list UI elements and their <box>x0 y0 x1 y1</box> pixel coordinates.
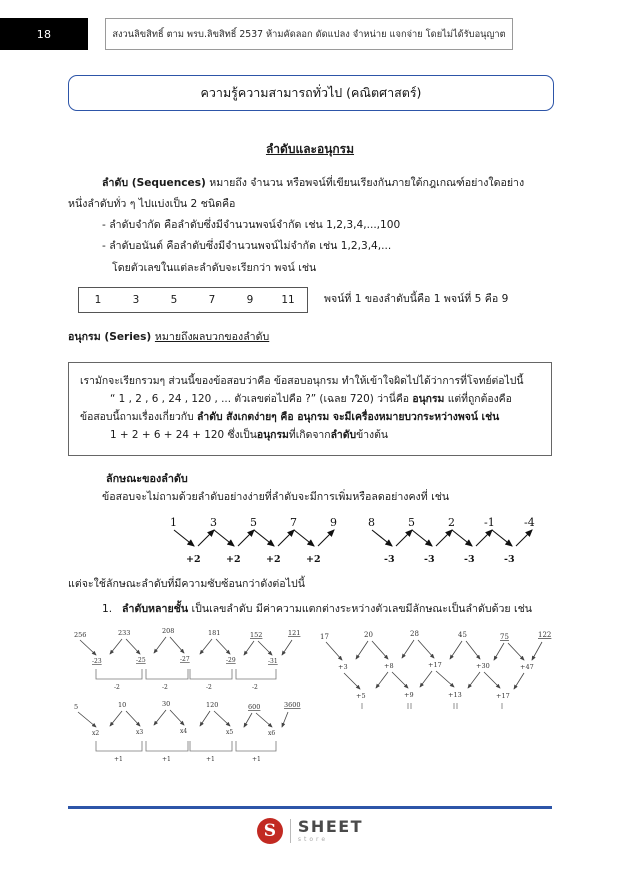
sequences-definition: หมายถึง จำนวน หรือพจน์ที่เขียนเรียงกันภายใต้กฎเกณฑ์อย่างใดอย่าง <box>205 177 525 189</box>
ml-l1-diff-2: -27 <box>180 655 190 663</box>
footer-logo <box>0 818 620 844</box>
zig-b-term-1: 5 <box>408 516 415 530</box>
ml-l2-term-5: 3600 <box>284 700 301 709</box>
subject-title-text: ความรู้ความสามารถทั่วไป (คณิตศาสตร์) <box>200 85 422 100</box>
page-number-block <box>0 18 88 50</box>
ml-r-second-3: +17 <box>496 691 510 700</box>
frame-line4-part-a: 1 + 2 + 6 + 24 + 120 ซึ่งเป็น <box>110 429 257 442</box>
zig-b-term-4: -4 <box>524 516 535 530</box>
ml-r-second-2: +13 <box>448 690 462 699</box>
copyright-box <box>105 18 513 50</box>
footer-divider <box>68 806 552 809</box>
ml-r-second-1: +9 <box>404 690 414 699</box>
zigzag-decreasing-diagram <box>366 514 556 574</box>
sequence-note: พจน์ที่ 1 ของลำดับนี้คือ 1 พจน์ที่ 5 คือ 9 <box>324 292 509 305</box>
zig-b-term-0: 8 <box>368 516 375 530</box>
sequence-value: 9 <box>246 293 254 306</box>
logo-sub-text: store <box>297 836 329 843</box>
sequence-value: 1 <box>94 293 102 306</box>
ml-l1-second-0: -2 <box>114 683 120 691</box>
ml-r-term-0: 17 <box>320 632 329 641</box>
zig-a-diff-2: +2 <box>266 554 281 566</box>
sequence-example-row <box>68 287 552 321</box>
zig-a-diff-1: +2 <box>226 554 241 566</box>
frame-line4-part-c: ที่เกิดจาก <box>288 429 331 442</box>
frame-line4-bold-series: อนุกรม <box>256 429 289 442</box>
ml-l1-term-2: 208 <box>162 626 175 635</box>
zig-a-diff-0: +2 <box>186 554 201 566</box>
multilevel-left-diagram <box>70 627 310 781</box>
ml-l2-diff-4: x6 <box>268 729 276 737</box>
ml-l1-term-3: 181 <box>208 628 221 637</box>
zig-a-term-3: 7 <box>290 516 297 530</box>
simple-sequence-diagrams <box>68 514 552 576</box>
frame-line-2 <box>80 390 540 408</box>
sequence-value: 11 <box>281 293 295 306</box>
sheet-logo-icon <box>257 818 283 844</box>
ml-l1-term-5: 121 <box>288 628 301 637</box>
ml-l1-term-4: 152 <box>250 630 263 639</box>
frame-line4-bold-sequence: ลำดับ <box>330 429 357 442</box>
zig-b-diff-3: -3 <box>504 554 515 566</box>
ml-r-term-1: 20 <box>364 630 373 639</box>
ml-l2-term-1: 10 <box>118 700 127 709</box>
list-item-rest: เป็นเลขลำดับ มีค่าความแตกต่างระหว่างตัวเลขมีลักษณะเป็นลำดับด้วย เช่น <box>188 602 533 615</box>
sequence-value: 5 <box>170 293 178 306</box>
sequences-term: ลำดับ (Sequences) <box>102 177 206 189</box>
ml-l2-second-1: +1 <box>162 755 171 763</box>
sequence-value: 7 <box>208 293 216 306</box>
copyright-text: สงวนลิขสิทธิ์ ตาม พรบ.ลิขสิทธิ์ 2537 ห้ามคัดลอก ดัดแปลง จำหน่าย แจกจ่าย โดยไม่ได้รับอนุญาต <box>112 28 506 40</box>
logo-divider <box>290 819 291 843</box>
zig-a-term-2: 5 <box>250 516 257 530</box>
ml-l1-second-2: -2 <box>206 683 212 691</box>
paragraph-sequences-line2: หนึ่งลำดับทั่ว ๆ ไปแบ่งเป็น 2 ชนิดคือ <box>68 198 236 211</box>
zigzag-increasing-diagram <box>168 514 358 574</box>
bullet-infinite-sequence: - ลำดับอนันต์ คือลำดับซึ่งมีจำนวนพจน์ไม่จำกัด เช่น 1,2,3,4,... <box>102 240 392 253</box>
zig-a-diff-3: +2 <box>306 554 321 566</box>
framed-explanation-box <box>68 362 552 456</box>
ml-r-diff-4: +47 <box>520 662 534 671</box>
zig-a-term-1: 3 <box>210 516 217 530</box>
frame-line2-bold: อนุกรม <box>412 393 445 406</box>
frame-line3-bold: ลำดับ สังเกตง่ายๆ คือ อนุกรม จะมีเครื่องหมายบวกระหว่างพจน์ เช่น <box>197 411 500 424</box>
list-item-bold: ลำดับหลายชั้น <box>122 602 189 615</box>
ml-r-second-0: +5 <box>356 691 366 700</box>
ml-l1-term-0: 256 <box>74 630 87 639</box>
ml-l2-term-0: 5 <box>74 702 79 711</box>
section-title: ลำดับและอนุกรม <box>265 142 355 156</box>
page-header <box>0 18 620 50</box>
frame-line2-part-c: แต่ที่ถูกต้องคือ <box>444 393 512 406</box>
frame-line-3 <box>80 408 540 426</box>
characteristics-heading: ลักษณะของลำดับ <box>106 472 188 486</box>
ml-r-term-3: 45 <box>458 630 467 639</box>
ml-l1-diff-0: -23 <box>92 657 102 665</box>
series-term: อนุกรม (Series) <box>68 330 155 343</box>
bullet-finite-sequence: - ลำดับจำกัด คือลำดับซึ่งมีจำนวนพจน์จำกัด เช่น 1,2,3,4,...,100 <box>102 219 401 232</box>
ml-r-term-2: 28 <box>410 629 419 638</box>
frame-line-4 <box>80 426 540 444</box>
document-content <box>68 140 552 777</box>
frame-line3-part-a: ข้อสอบนี้ถามเรื่องเกี่ยวกับ <box>80 411 198 424</box>
ml-r-term-4: 75 <box>500 632 509 641</box>
ml-l2-diff-2: x4 <box>180 727 188 735</box>
ml-r-diff-1: +8 <box>384 661 394 670</box>
zig-a-term-4: 9 <box>330 516 337 530</box>
list-item-index: 1. <box>102 602 113 615</box>
ml-r-diff-2: +17 <box>428 660 442 669</box>
frame-line2-part-a: “ 1 , 2 , 6 , 24 , 120 , ... ตัวเลขต่อไปคือ ?” (เฉลย 720) ว่านี่คือ <box>110 393 413 406</box>
logo-main-text: SHEET <box>297 817 364 836</box>
zig-b-diff-1: -3 <box>424 554 435 566</box>
ml-r-diff-3: +30 <box>476 661 490 670</box>
sequence-value: 3 <box>132 293 140 306</box>
ml-r-diff-0: +3 <box>338 662 348 671</box>
ml-l2-term-2: 30 <box>162 699 171 708</box>
series-definition: หมายถึงผลบวกของลำดับ <box>154 330 270 343</box>
ml-l2-second-2: +1 <box>206 755 215 763</box>
ml-r-term-5: 122 <box>538 630 552 639</box>
ml-l1-second-3: -2 <box>252 683 258 691</box>
paragraph-series <box>68 329 552 346</box>
sequence-values-box <box>78 287 308 313</box>
subject-title-box <box>68 75 554 111</box>
logo-letter: S <box>263 821 277 841</box>
paragraph-sequences <box>68 175 552 192</box>
zig-b-term-2: 2 <box>448 516 455 530</box>
characteristics-description: ข้อสอบจะไม่ถามด้วยลำดับอย่างง่ายที่ลำดับจะมีการเพิ่มหรือลดอย่างคงที่ เช่น <box>102 491 450 504</box>
bullet-term-note: โดยตัวเลขในแต่ละลำดับจะเรียกว่า พจน์ เช่น <box>112 261 317 274</box>
zig-b-term-3: -1 <box>484 516 495 530</box>
multilevel-right-diagram <box>316 627 556 781</box>
ml-l2-diff-0: x2 <box>92 729 100 737</box>
list-item-multilevel-sequence <box>68 600 552 617</box>
zig-a-term-0: 1 <box>170 516 177 530</box>
logo-text-block <box>298 819 363 843</box>
ml-l1-second-1: -2 <box>162 683 168 691</box>
ml-l2-diff-1: x3 <box>136 728 144 736</box>
ml-l2-diff-3: x5 <box>226 728 234 736</box>
zig-b-diff-2: -3 <box>464 554 475 566</box>
paragraph-after-zigzag: แต่จะใช้ลักษณะลำดับที่มีความซับซ้อนกว่าดังต่อไปนี้ <box>68 578 305 591</box>
frame-line4-part-e: ข้างต้น <box>356 429 388 442</box>
ml-l1-diff-4: -31 <box>268 657 278 665</box>
zig-b-diff-0: -3 <box>384 554 395 566</box>
ml-l2-term-4: 600 <box>248 702 261 711</box>
ml-l2-term-3: 120 <box>206 700 219 709</box>
frame-line-1: เรามักจะเรียกรวมๆ ส่วนนี้ของข้อสอบว่าคือ ข้อสอบอนุกรม ทำให้เข้าใจผิดไปได้ว่าการที่โจทย์ต่อไปนี้ <box>80 374 524 387</box>
ml-l2-second-0: +1 <box>114 755 123 763</box>
ml-l1-term-1: 233 <box>118 628 131 637</box>
ml-l1-diff-3: -29 <box>226 656 236 664</box>
multilevel-sequence-diagrams <box>68 627 552 777</box>
page-number: 18 <box>36 27 52 41</box>
ml-l2-second-3: +1 <box>252 755 261 763</box>
ml-l1-diff-1: -25 <box>136 656 146 664</box>
